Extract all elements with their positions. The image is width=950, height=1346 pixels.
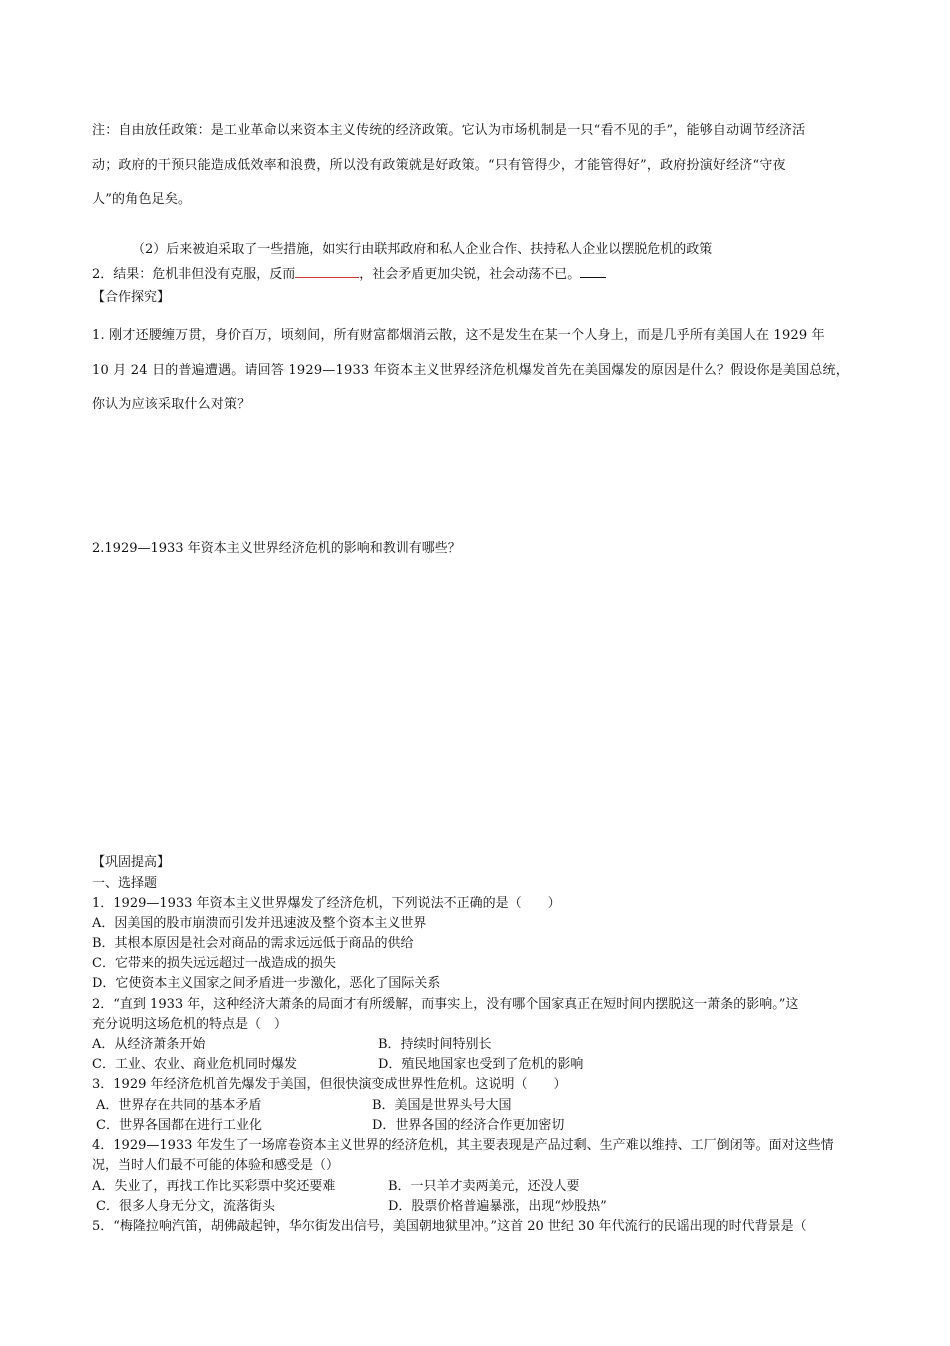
q1-line-2: 10 月 24 日的普遍遭遇。请回答 1929—1933 年资本主义世界经济危机爆发首先在美国爆发的原因是什么？假设你是美国总统， [92,363,849,378]
mc-q4-option-c[interactable]: C．很多人身无分文，流落街头 [96,1199,275,1214]
mc-q3-option-c[interactable]: C．世界各国都在进行工业化 [96,1118,262,1133]
section-consolidate: 【巩固提高】 [92,855,171,870]
mc-q3-stem: 3．1929 年经济危机首先爆发于美国，但很快演变成世界性危机。这说明（ ） [92,1077,567,1092]
q1-line-3: 你认为应该采取什么对策？ [92,397,251,412]
mc-q5-stem: 5．“梅隆拉响汽笛，胡佛敲起钟，华尔街发出信号，美国朝地狱里冲。”这首 20 世纪 30 年代流行的民谣出现的时代背景是（ [92,1219,807,1234]
result-blank[interactable] [295,265,359,278]
mc-q4-option-a[interactable]: A．失业了，再找工作比买彩票中奖还要难 [92,1179,336,1194]
mc-q3-option-d[interactable]: D．世界各国的经济合作更加密切 [372,1118,565,1133]
mc-q2-option-c[interactable]: C．工业、农业、商业危机同时爆发 [92,1057,297,1072]
result-before: 2．结果：危机非但没有克服，反而 [92,267,296,282]
note-line-1: 注：自由放任政策：是工业革命以来资本主义传统的经济政策。它认为市场机制是一只“看不见的手”，能够自动调节经济活 [92,123,806,138]
mc-q1-option-b[interactable]: B．其根本原因是社会对商品的需求远远低于商品的供给 [92,936,414,951]
mc-q3-option-b[interactable]: B．美国是世界头号大国 [372,1098,512,1113]
mc-q4-option-d[interactable]: D．股票价格普遍暴涨，出现“炒股热” [388,1199,607,1214]
result-line [92,265,606,284]
note-line-2: 动；政府的干预只能造成低效率和浪费，所以没有政策就是好政策。“只有管得少，才能管得好”，政府扮演好经济“守夜 [92,158,786,173]
mc-q4-option-b[interactable]: B．一只羊才卖两美元，还没人要 [388,1179,580,1194]
result-blank-2[interactable] [580,265,606,278]
result-after: ，社会矛盾更加尖锐，社会动荡不已。 [359,267,581,282]
mc-q3-option-a[interactable]: A．世界存在共同的基本矛盾 [96,1098,262,1113]
section-cooperative-inquiry: 【合作探究】 [92,290,171,305]
mc-q1-stem: 1．1929—1933 年资本主义世界爆发了经济危机，下列说法不正确的是（ ） [92,896,561,911]
mc-q4-stem-2: 况，当时人们最不可能的体验和感受是（） [92,1158,340,1173]
mc-q2-stem-1: 2．“直到 1933 年，这种经济大萧条的局面才有所缓解，而事实上，没有哪个国家真正在短时间内摆脱这一萧条的影响。”这 [92,997,799,1012]
measure-2-text: （2）后来被迫采取了一些措施，如实行由联邦政府和私人企业合作、扶持私人企业以摆脱危机的政策 [132,242,713,257]
mc-q2-option-d[interactable]: D．殖民地国家也受到了危机的影响 [378,1057,584,1072]
mc-q1-option-d[interactable]: D．它使资本主义国家之间矛盾进一步激化，恶化了国际关系 [92,976,441,991]
note-line-3: 人”的角色足矣。 [92,192,192,207]
part-one-heading: 一、选择题 [92,876,158,891]
q1-line-1: 1. 刚才还腰缠万贯，身价百万，顷刻间，所有财富都烟消云散，这不是发生在某一个人身上，而是几乎所有美国人在 1929 年 [92,328,825,343]
mc-q2-option-b[interactable]: B．持续时间特别长 [378,1037,492,1052]
mc-q4-stem-1: 4．1929—1933 年发生了一场席卷资本主义世界的经济危机，其主要表现是产品过剩、生产难以维持、工厂倒闭等。面对这些情 [92,1138,834,1153]
mc-q2-stem-2: 充分说明这场危机的特点是（ ） [92,1017,288,1032]
q2-text: 2.1929—1933 年资本主义世界经济危机的影响和教训有哪些？ [92,541,461,556]
mc-q1-option-a[interactable]: A．因美国的股市崩溃而引发并迅速波及整个资本主义世界 [92,916,427,931]
mc-q2-option-a[interactable]: A．从经济萧条开始 [92,1037,206,1052]
mc-q1-option-c[interactable]: C．它带来的损失远远超过一战造成的损失 [92,956,336,971]
